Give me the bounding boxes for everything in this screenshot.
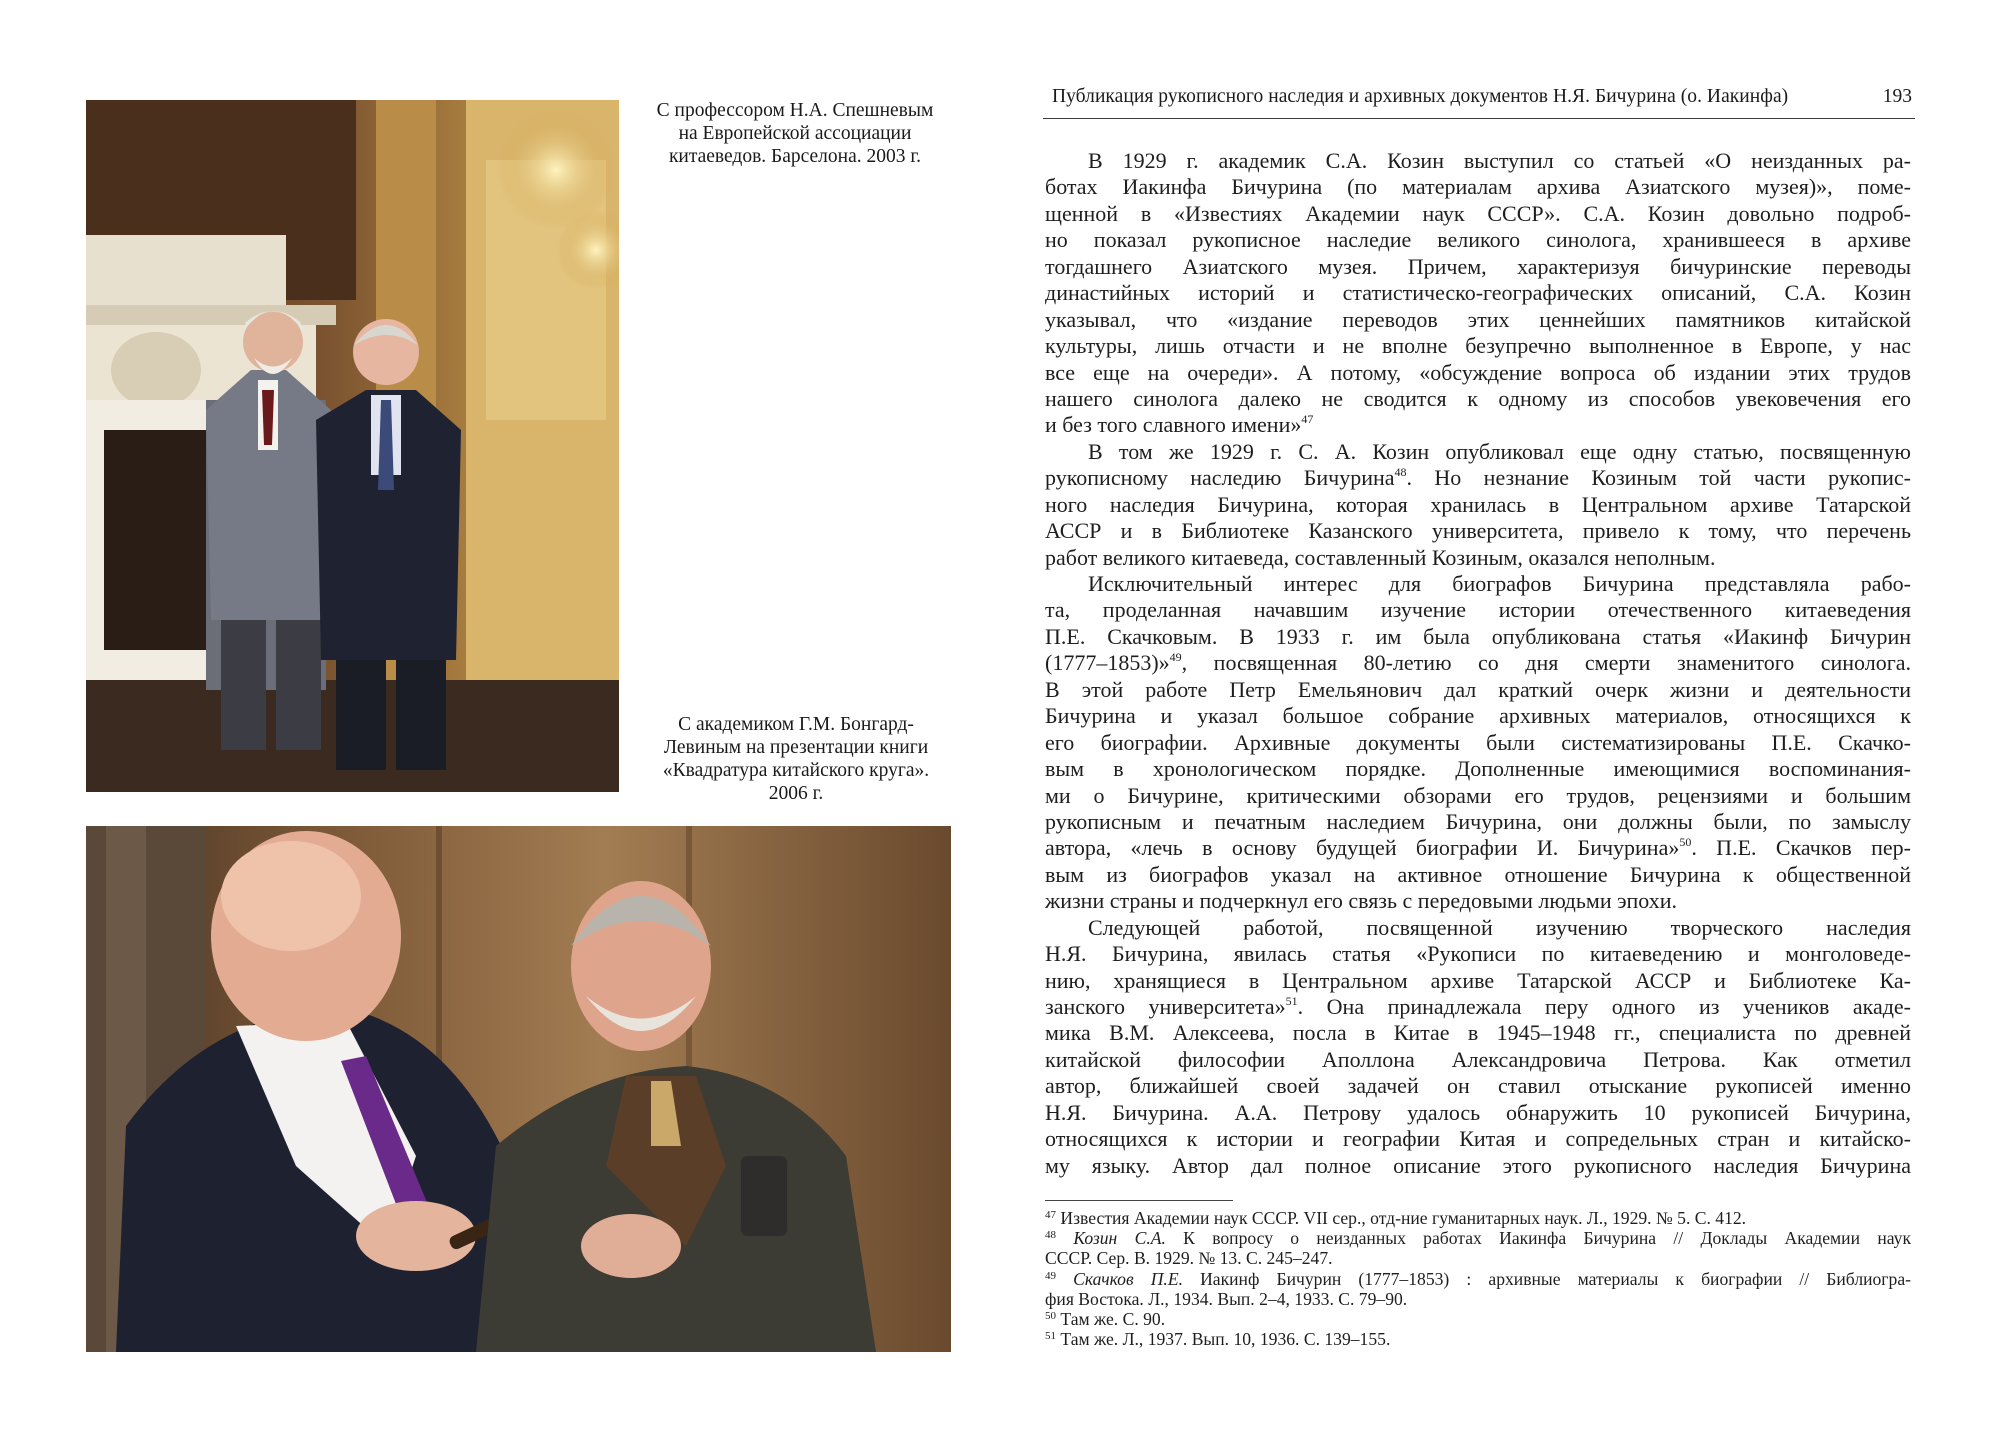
text-line: тогдашнего Азиатского музея. Причем, характеризуя бичуринские переводы bbox=[1045, 253, 1911, 279]
footnote-rule bbox=[1045, 1200, 1233, 1201]
text-line bbox=[1045, 994, 1911, 1020]
footnote-text: Иакинф Бичурин (1777–1853) : архивные материалы к биографии // Библиогра- bbox=[1182, 1268, 1911, 1289]
text-line: му языку. Автор дал полное описание этого рукописного наследия Бичурина bbox=[1045, 1152, 1911, 1178]
text-line: вым в хронологическом порядке. Дополненные имеющимися воспоминания- bbox=[1045, 756, 1911, 782]
caption-top-line: С профессором Н.А. Спешневым bbox=[656, 100, 934, 121]
text-line: работ великого китаеведа, составленный Козиным, оказался неполным. bbox=[1045, 544, 1716, 570]
text-line bbox=[1045, 465, 1911, 491]
text-line: В этой работе Петр Емельянович дал краткий очерк жизни и деятельности bbox=[1045, 676, 1911, 702]
footnote-author: Козин С.А. bbox=[1073, 1228, 1166, 1249]
text-line: ботах Иакинфа Бичурина (по материалам архива Азиатского музея)», поме- bbox=[1045, 174, 1911, 200]
text-line: но показал рукописное наследие великого синолога, хранившееся в архиве bbox=[1045, 227, 1911, 253]
text-line: ного наследия Бичурина, которая хранилась в Центральном архиве Татарской bbox=[1045, 491, 1911, 517]
running-head bbox=[1040, 86, 1912, 112]
text-line: династийных историй и статистическо-географических описаний, С.А. Козин bbox=[1045, 280, 1911, 306]
text-fragment: и без того славного имени» bbox=[1045, 412, 1302, 438]
text-line: Н.Я. Бичурина, явилась статья «Рукописи по китаеведению и монголоведе- bbox=[1045, 941, 1911, 967]
header-rule bbox=[1043, 118, 1915, 119]
photo-top-image bbox=[86, 100, 619, 792]
footnote-50 bbox=[1045, 1309, 1911, 1329]
note-ref-48[interactable]: 48 bbox=[1394, 465, 1407, 480]
footnote-49 bbox=[1045, 1269, 1911, 1289]
footnote-text: Там же. С. 90. bbox=[1060, 1308, 1166, 1329]
footnote-49-cont: фия Востока. Л., 1934. Вып. 2–4, 1933. С. 79–90. bbox=[1045, 1288, 1408, 1309]
caption-top-line: китаеведов. Барселона. 2003 г. bbox=[668, 146, 922, 167]
page-number: 193 bbox=[1882, 86, 1912, 107]
text-line: жизни страны и подчеркнул его связь с передовыми людьми эпохи. bbox=[1045, 888, 1678, 914]
caption-bottom-line: С академиком Г.М. Бонгард- bbox=[678, 714, 914, 735]
footnote-48 bbox=[1045, 1228, 1911, 1248]
text-line: Бичурина и указал большое собрание архивных материалов, относящихся к bbox=[1045, 703, 1911, 729]
footnote-text: Известия Академии наук СССР. VII сер., отд-ние гуманитарных наук. Л., 1929. № 5. С. 412. bbox=[1060, 1208, 1747, 1228]
text-line: нашего синолога далеко не сводится к одному из способов увековечения его bbox=[1045, 385, 1911, 411]
text-line: китайской философии Аполлона Александровича Петрова. Как отметил bbox=[1045, 1046, 1911, 1072]
text-line: автор, ближайшей своей задачей он ставил отыскание рукописей именно bbox=[1045, 1073, 1911, 1099]
text-line: ми о Бичурине, критическими обзорами его трудов, рецензиями и большим bbox=[1045, 782, 1911, 808]
running-title: Публикация рукописного наследия и архивных документов Н.Я. Бичурина (о. Иакинфа) bbox=[1052, 86, 1789, 107]
text-line: культуры, лишь отчасти и не вполне безупречно выполненное в Европе, у нас bbox=[1045, 333, 1911, 359]
caption-top-line: на Европейской ассоциации bbox=[678, 123, 912, 144]
text-line: Н.Я. Бичурина. А.А. Петрову удалось обнаружить 10 рукописей Бичурина, bbox=[1045, 1099, 1911, 1125]
text-line bbox=[1045, 835, 1911, 861]
text-line: щенной в «Известиях Академии наук СССР». С.А. Козин довольно подроб- bbox=[1045, 200, 1911, 226]
note-ref-50[interactable]: 50 bbox=[1679, 835, 1692, 850]
footnote-number: 49 bbox=[1045, 1269, 1056, 1282]
footnote-author: Скачков П.Е. bbox=[1073, 1268, 1183, 1289]
footnote-number: 51 bbox=[1045, 1330, 1056, 1343]
footnote-number: 48 bbox=[1045, 1229, 1056, 1242]
caption-bottom bbox=[626, 713, 966, 805]
text-line: Следующей работой, посвященной изучению творческого наследия bbox=[1088, 914, 1911, 940]
footnote-51 bbox=[1045, 1329, 1911, 1349]
footnote-text: Там же. Л., 1937. Вып. 10, 1936. С. 139–155. bbox=[1060, 1329, 1391, 1350]
text-line: АССР и в Библиотеке Казанского университета, привело к тому, что перечень bbox=[1045, 518, 1911, 544]
footnote-text: К вопросу о неизданных работах Иакинфа Бичурина // Доклады Академии наук bbox=[1165, 1228, 1911, 1249]
text-line: В том же 1929 г. С. А. Козин опубликовал еще одну статью, посвященную bbox=[1088, 438, 1911, 464]
caption-bottom-line: 2006 г. bbox=[768, 783, 824, 804]
body-text bbox=[1045, 148, 1911, 1179]
photo-bottom bbox=[86, 826, 951, 1352]
footnote-number: 50 bbox=[1045, 1309, 1056, 1322]
note-ref-51[interactable]: 51 bbox=[1285, 994, 1298, 1008]
text-line: его биографии. Архивные документы были систематизированы П.Е. Скачко- bbox=[1045, 729, 1911, 755]
text-line: Исключительный интерес для биографов Бичурина представляла рабо- bbox=[1088, 571, 1911, 596]
text-line: все еще на очереди». А потому, «обсуждение вопроса об издании этих трудов bbox=[1045, 359, 1911, 385]
caption-top bbox=[630, 99, 960, 168]
footnotes bbox=[1045, 1208, 1911, 1349]
text-fragment: . Она принадлежала перу одного из учеников акаде- bbox=[1297, 994, 1911, 1019]
footnote-number: 47 bbox=[1045, 1209, 1056, 1221]
caption-bottom-line: «Квадратура китайского круга». bbox=[662, 760, 930, 781]
text-fragment: (1777–1853)» bbox=[1045, 650, 1170, 676]
photo-bottom-image bbox=[86, 826, 951, 1352]
text-fragment: автора, «лечь в основу будущей биографии И. Бичурина» bbox=[1045, 835, 1680, 861]
text-line: П.Е. Скачковым. В 1933 г. им была опубликована статья «Иакинф Бичурин bbox=[1045, 623, 1911, 649]
text-fragment: рукописному наследию Бичурина bbox=[1045, 465, 1395, 491]
text-line: В 1929 г. академик С.А. Козин выступил со статьей «О неизданных ра- bbox=[1088, 148, 1911, 173]
note-ref-49[interactable]: 49 bbox=[1169, 650, 1182, 665]
text-line: указывал, что «издание переводов этих ценнейших памятников китайской bbox=[1045, 306, 1911, 332]
note-ref-47[interactable]: 47 bbox=[1301, 412, 1314, 427]
text-line: вым из биографов указал на активное отношение Бичурина к общественной bbox=[1045, 861, 1911, 887]
text-line: мика В.М. Алексеева, посла в Китае в 1945–1948 гг., специалиста по древней bbox=[1045, 1020, 1911, 1046]
text-fragment: , посвященная 80-летию со дня смерти знаменитого синолога. bbox=[1181, 650, 1911, 676]
text-line: та, проделанная начавшим изучение истории отечественного китаеведения bbox=[1045, 597, 1911, 623]
text-line: рукописным и печатным наследием Бичурина, они должны были, по замыслу bbox=[1045, 808, 1911, 834]
text-line bbox=[1045, 412, 1911, 438]
footnote-47 bbox=[1045, 1208, 1911, 1228]
text-fragment: . П.Е. Скачков пер- bbox=[1691, 835, 1911, 861]
caption-bottom-line: Левиным на презентации книги bbox=[663, 737, 929, 758]
text-line: относящихся к истории и географии Китая и сопредельных стран и китайско- bbox=[1045, 1126, 1911, 1152]
text-line: нию, хранящиеся в Центральном архиве Татарской АССР и Библиотеке Ка- bbox=[1045, 967, 1911, 993]
photo-top bbox=[86, 100, 619, 792]
text-fragment: занского университета» bbox=[1045, 994, 1286, 1019]
text-fragment: . Но незнание Козиным той части рукопис- bbox=[1406, 465, 1911, 491]
footnote-48-cont: СССР. Сер. В. 1929. № 13. С. 245–247. bbox=[1045, 1248, 1333, 1269]
text-line bbox=[1045, 650, 1911, 676]
